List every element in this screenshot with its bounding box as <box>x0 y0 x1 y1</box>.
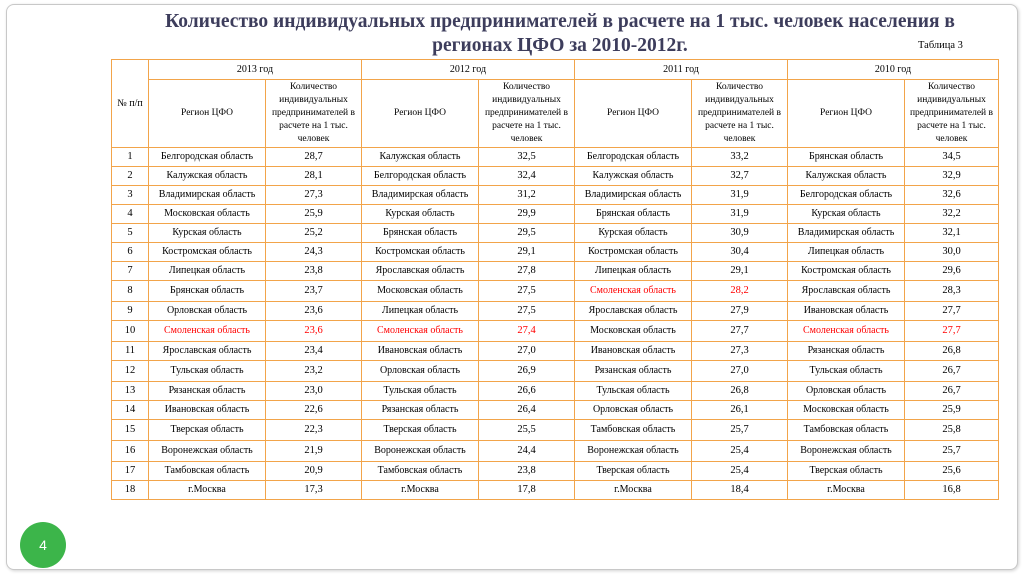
value-cell: 27,9 <box>692 302 788 321</box>
value-cell: 27,0 <box>479 342 575 361</box>
value-cell: 23,4 <box>266 342 362 361</box>
value-cell: 28,3 <box>905 281 999 302</box>
table-body <box>112 148 999 500</box>
table-row <box>112 148 999 167</box>
value-cell: 25,4 <box>692 441 788 462</box>
region-cell: Тверская область <box>575 462 692 481</box>
value-cell: 27,4 <box>479 321 575 342</box>
region-cell: Белгородская область <box>788 186 905 205</box>
value-cell: 22,6 <box>266 401 362 420</box>
region-cell: Ярославская область <box>362 262 479 281</box>
row-number: 6 <box>112 243 149 262</box>
value-cell: 32,7 <box>692 167 788 186</box>
region-cell: Курская область <box>149 224 266 243</box>
region-cell: Ивановская область <box>575 342 692 361</box>
region-cell: Калужская область <box>149 167 266 186</box>
region-cell: Смоленская область <box>575 281 692 302</box>
region-cell: Белгородская область <box>575 148 692 167</box>
table-row <box>112 167 999 186</box>
region-cell: Тамбовская область <box>575 420 692 441</box>
table-row <box>112 243 999 262</box>
region-cell: Костромская область <box>362 243 479 262</box>
region-cell: Владимирская область <box>788 224 905 243</box>
row-number: 4 <box>112 205 149 224</box>
value-cell: 26,6 <box>479 382 575 401</box>
value-cell: 23,7 <box>266 281 362 302</box>
region-cell: Рязанская область <box>362 401 479 420</box>
value-cell: 23,2 <box>266 361 362 382</box>
value-cell: 23,0 <box>266 382 362 401</box>
table-label: Таблица 3 <box>918 40 963 51</box>
value-cell: 25,9 <box>905 401 999 420</box>
value-header: Количество индивидуальных предпринимателей в расчете на 1 тыс. человек <box>479 80 575 148</box>
region-cell: Московская область <box>149 205 266 224</box>
region-cell: Воронежская область <box>149 441 266 462</box>
region-cell: Тверская область <box>788 462 905 481</box>
value-cell: 31,9 <box>692 205 788 224</box>
value-cell: 29,5 <box>479 224 575 243</box>
region-cell: Брянская область <box>575 205 692 224</box>
value-cell: 28,2 <box>692 281 788 302</box>
value-cell: 29,1 <box>479 243 575 262</box>
region-cell: Тамбовская область <box>362 462 479 481</box>
row-number: 9 <box>112 302 149 321</box>
table-row <box>112 420 999 441</box>
value-cell: 28,7 <box>266 148 362 167</box>
region-cell: Рязанская область <box>788 342 905 361</box>
region-cell: Тульская область <box>575 382 692 401</box>
value-cell: 27,5 <box>479 302 575 321</box>
value-cell: 27,3 <box>266 186 362 205</box>
region-cell: Владимирская область <box>575 186 692 205</box>
region-cell: Тверская область <box>362 420 479 441</box>
row-number: 15 <box>112 420 149 441</box>
region-cell: Липецкая область <box>788 243 905 262</box>
region-cell: Воронежская область <box>575 441 692 462</box>
region-cell: Смоленская область <box>788 321 905 342</box>
value-cell: 25,5 <box>479 420 575 441</box>
region-cell: Тамбовская область <box>788 420 905 441</box>
value-cell: 27,3 <box>692 342 788 361</box>
region-header: Регион ЦФО <box>149 80 266 148</box>
table-row <box>112 342 999 361</box>
value-cell: 26,1 <box>692 401 788 420</box>
value-cell: 25,6 <box>905 462 999 481</box>
value-cell: 29,6 <box>905 262 999 281</box>
region-cell: Московская область <box>788 401 905 420</box>
region-cell: Ивановская область <box>149 401 266 420</box>
table-row <box>112 361 999 382</box>
value-header: Количество индивидуальных предпринимателей в расчете на 1 тыс. человек <box>905 80 999 148</box>
value-cell: 23,8 <box>266 262 362 281</box>
value-cell: 27,5 <box>479 281 575 302</box>
row-number: 5 <box>112 224 149 243</box>
value-cell: 25,2 <box>266 224 362 243</box>
value-cell: 26,8 <box>905 342 999 361</box>
row-number: 10 <box>112 321 149 342</box>
region-cell: Костромская область <box>575 243 692 262</box>
region-cell: Липецкая область <box>362 302 479 321</box>
value-header: Количество индивидуальных предпринимателей в расчете на 1 тыс. человек <box>266 80 362 148</box>
region-cell: Владимирская область <box>149 186 266 205</box>
value-cell: 32,2 <box>905 205 999 224</box>
value-cell: 25,8 <box>905 420 999 441</box>
region-cell: Воронежская область <box>788 441 905 462</box>
region-cell: Ярославская область <box>149 342 266 361</box>
region-cell: Брянская область <box>362 224 479 243</box>
value-cell: 26,8 <box>692 382 788 401</box>
year-header: 2012 год <box>362 60 575 80</box>
region-cell: Владимирская область <box>362 186 479 205</box>
region-cell: Калужская область <box>575 167 692 186</box>
region-cell: Липецкая область <box>575 262 692 281</box>
table-row <box>112 224 999 243</box>
region-cell: Ярославская область <box>575 302 692 321</box>
value-cell: 16,8 <box>905 481 999 500</box>
value-cell: 26,7 <box>905 361 999 382</box>
value-cell: 20,9 <box>266 462 362 481</box>
data-table <box>111 59 999 500</box>
region-cell: Курская область <box>788 205 905 224</box>
region-cell: Тульская область <box>788 361 905 382</box>
region-cell: Рязанская область <box>149 382 266 401</box>
region-header: Регион ЦФО <box>362 80 479 148</box>
page-number-badge: 4 <box>20 522 66 568</box>
row-number: 12 <box>112 361 149 382</box>
row-number: 13 <box>112 382 149 401</box>
value-cell: 30,9 <box>692 224 788 243</box>
value-cell: 32,5 <box>479 148 575 167</box>
value-cell: 26,7 <box>905 382 999 401</box>
table-row <box>112 186 999 205</box>
table-row <box>112 481 999 500</box>
value-cell: 26,9 <box>479 361 575 382</box>
value-cell: 25,7 <box>692 420 788 441</box>
value-cell: 30,0 <box>905 243 999 262</box>
value-cell: 32,1 <box>905 224 999 243</box>
table-row <box>112 462 999 481</box>
row-number: 2 <box>112 167 149 186</box>
table-row <box>112 382 999 401</box>
value-cell: 32,6 <box>905 186 999 205</box>
region-cell: Ивановская область <box>788 302 905 321</box>
row-number: 16 <box>112 441 149 462</box>
value-cell: 23,6 <box>266 302 362 321</box>
value-cell: 24,3 <box>266 243 362 262</box>
region-cell: г.Москва <box>149 481 266 500</box>
region-cell: г.Москва <box>362 481 479 500</box>
region-cell: Орловская область <box>362 361 479 382</box>
region-cell: Ярославская область <box>788 281 905 302</box>
region-cell: Тульская область <box>362 382 479 401</box>
value-header: Количество индивидуальных предпринимателей в расчете на 1 тыс. человек <box>692 80 788 148</box>
region-cell: Белгородская область <box>362 167 479 186</box>
region-cell: Липецкая область <box>149 262 266 281</box>
value-cell: 29,1 <box>692 262 788 281</box>
table-row <box>112 441 999 462</box>
value-cell: 31,2 <box>479 186 575 205</box>
value-cell: 21,9 <box>266 441 362 462</box>
row-number: 11 <box>112 342 149 361</box>
region-cell: Орловская область <box>788 382 905 401</box>
value-cell: 29,9 <box>479 205 575 224</box>
page-title: Количество индивидуальных предпринимателей в расчете на 1 тыс. человек населения в регионах ЦФО за 2010-2012г. <box>165 11 955 56</box>
table-row <box>112 401 999 420</box>
region-cell: г.Москва <box>788 481 905 500</box>
region-cell: Тверская область <box>149 420 266 441</box>
row-number: 3 <box>112 186 149 205</box>
region-cell: Тамбовская область <box>149 462 266 481</box>
value-cell: 25,4 <box>692 462 788 481</box>
table-row <box>112 321 999 342</box>
value-cell: 26,4 <box>479 401 575 420</box>
year-header: 2011 год <box>575 60 788 80</box>
value-cell: 32,4 <box>479 167 575 186</box>
value-cell: 27,8 <box>479 262 575 281</box>
region-cell: Смоленская область <box>149 321 266 342</box>
value-cell: 25,7 <box>905 441 999 462</box>
region-cell: Ивановская область <box>362 342 479 361</box>
region-header: Регион ЦФО <box>788 80 905 148</box>
table-row <box>112 281 999 302</box>
region-cell: Воронежская область <box>362 441 479 462</box>
region-cell: Московская область <box>575 321 692 342</box>
table-row <box>112 262 999 281</box>
value-cell: 27,7 <box>905 302 999 321</box>
value-cell: 32,9 <box>905 167 999 186</box>
row-number: 14 <box>112 401 149 420</box>
value-cell: 33,2 <box>692 148 788 167</box>
region-cell: Смоленская область <box>362 321 479 342</box>
num-header: № п/п <box>112 60 149 148</box>
value-cell: 27,7 <box>905 321 999 342</box>
value-cell: 18,4 <box>692 481 788 500</box>
row-number: 1 <box>112 148 149 167</box>
region-cell: Московская область <box>362 281 479 302</box>
value-cell: 27,0 <box>692 361 788 382</box>
region-cell: Курская область <box>362 205 479 224</box>
region-cell: Костромская область <box>149 243 266 262</box>
region-cell: Брянская область <box>788 148 905 167</box>
region-cell: Брянская область <box>149 281 266 302</box>
value-cell: 28,1 <box>266 167 362 186</box>
value-cell: 17,3 <box>266 481 362 500</box>
row-number: 18 <box>112 481 149 500</box>
value-cell: 17,8 <box>479 481 575 500</box>
row-number: 8 <box>112 281 149 302</box>
region-cell: Костромская область <box>788 262 905 281</box>
value-cell: 24,4 <box>479 441 575 462</box>
region-cell: Рязанская область <box>575 361 692 382</box>
region-cell: Калужская область <box>362 148 479 167</box>
row-number: 17 <box>112 462 149 481</box>
region-cell: Орловская область <box>149 302 266 321</box>
value-cell: 27,7 <box>692 321 788 342</box>
row-number: 7 <box>112 262 149 281</box>
value-cell: 30,4 <box>692 243 788 262</box>
value-cell: 34,5 <box>905 148 999 167</box>
year-header: 2010 год <box>788 60 999 80</box>
region-header: Регион ЦФО <box>575 80 692 148</box>
table-row <box>112 205 999 224</box>
region-cell: Тульская область <box>149 361 266 382</box>
region-cell: г.Москва <box>575 481 692 500</box>
value-cell: 23,6 <box>266 321 362 342</box>
region-cell: Курская область <box>575 224 692 243</box>
value-cell: 31,9 <box>692 186 788 205</box>
table-row <box>112 302 999 321</box>
region-cell: Белгородская область <box>149 148 266 167</box>
year-header: 2013 год <box>149 60 362 80</box>
value-cell: 22,3 <box>266 420 362 441</box>
region-cell: Калужская область <box>788 167 905 186</box>
region-cell: Орловская область <box>575 401 692 420</box>
value-cell: 25,9 <box>266 205 362 224</box>
value-cell: 23,8 <box>479 462 575 481</box>
